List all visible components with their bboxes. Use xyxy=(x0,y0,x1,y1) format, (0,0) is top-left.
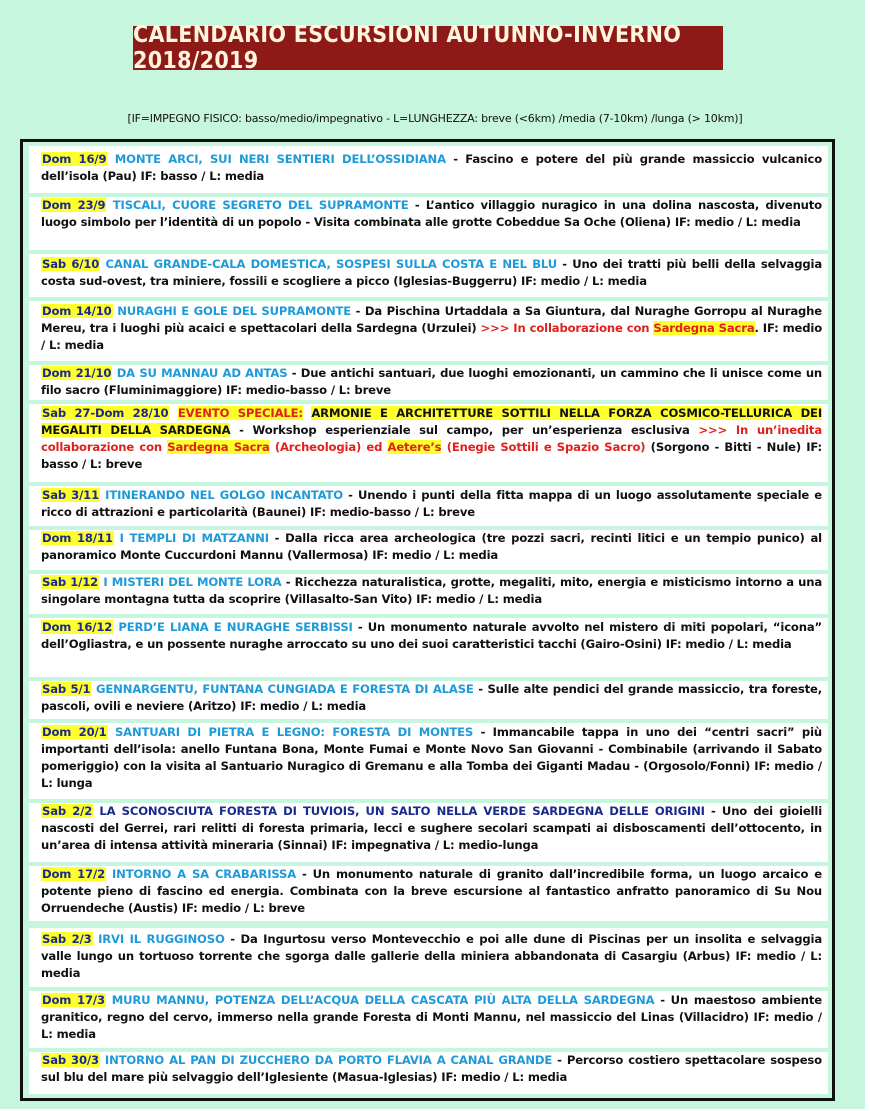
entry-description: - Workshop esperienziale sul campo, per un’esperienza esclusiva xyxy=(230,423,690,437)
entry-date: Dom 21/10 xyxy=(42,366,112,380)
collaboration-note: >>> In un’inedita collaborazione con xyxy=(41,423,822,454)
list-item xyxy=(41,681,822,715)
entry-date: Dom 14/10 xyxy=(42,304,112,318)
list-item xyxy=(41,487,822,521)
entry-description: - Due antichi santuari, due luoghi emozionanti, un cammino che li unisce come un filo sacro (Fluminimaggiore) IF: medio-basso / L: breve xyxy=(41,366,823,397)
partner-name: Sardegna Sacra xyxy=(167,440,270,454)
entry-description: - Uno dei tratti più belli della selvaggia costa sud-ovest, tra miniere, fossili e scogliere a picco (Iglesias-Buggerru) IF: medio / L: media xyxy=(41,257,823,288)
list-item xyxy=(41,303,822,354)
entry-name: INTORNO AL PAN DI ZUCCHERO DA PORTO FLAVIA A CANAL GRANDE xyxy=(104,1053,553,1067)
list-item xyxy=(41,197,822,231)
entry-date: Sab 5/1 xyxy=(42,682,91,696)
entry-description: - Un maestoso ambiente granitico, regno del cervo, immerso nella grande Foresta di Monti Mannu, nel massiccio del Linas (Villacidro) IF: medio / L: media xyxy=(41,993,822,1041)
entry-name: DA SU MANNAU AD ANTAS xyxy=(116,366,288,380)
list-item xyxy=(41,151,822,185)
list-item xyxy=(41,1052,822,1086)
entry-name: NURAGHI E GOLE DEL SUPRAMONTE xyxy=(117,304,352,318)
entry-name: TISCALI, CUORE SEGRETO DEL SUPRAMONTE xyxy=(112,198,409,212)
partner-name: Aetere’s xyxy=(387,440,442,454)
entry-description: - Sulle alte pendici del grande massiccio, tra foreste, pascoli, ovili e neviere (Aritzo) IF: medio / L: media xyxy=(41,682,823,713)
list-item xyxy=(41,931,822,982)
entry-description: - L’antico villaggio nuragico in una dolina nascosta, divenuto luogo simbolo per l’identità di un popolo - Visita combinata alle grotte Cobeddue Sa Oche (Oliena) IF: medio / L: media xyxy=(41,198,822,229)
entry-name: IRVI IL RUGGINOSO xyxy=(98,932,225,946)
entry-name: I MISTERI DEL MONTE LORA xyxy=(103,575,282,589)
entry-name: ITINERANDO NEL GOLGO INCANTATO xyxy=(105,488,344,502)
entry-date: Sab 6/10 xyxy=(42,257,100,271)
partner-name: Sardegna Sacra xyxy=(653,321,755,335)
entry-name: LA SCONOSCIUTA FORESTA DI TUVIOIS, UN SALTO NELLA VERDE SARDEGNA DELLE ORIGINI xyxy=(99,804,705,818)
partner-note: (Enegie Sottili e Spazio Sacro) xyxy=(446,440,646,454)
entry-date: Dom 17/2 xyxy=(42,867,106,881)
entry-description: - Un monumento naturale avvolto nel mistero di miti popolari, “icona” dell’Ogliastra, e un possente nuraghe arroccato su uno dei suoi caratteristici tacchi (Gairo-Osini) IF: medio / L: media xyxy=(41,620,822,651)
list-item xyxy=(41,256,822,290)
entry-description: - Ricchezza naturalistica, grotte, megaliti, mito, energia e misticismo intorno a una singolare montagna tutta da scoprire (Villasalto-San Vito) IF: medio / L: media xyxy=(41,575,823,606)
partner-note: (Archeologia) ed xyxy=(274,440,383,454)
list-item xyxy=(41,866,822,917)
entry-description: - Un monumento naturale di granito dall’incredibile forma, un luogo arcaico e potente pieno di fascino ed energia. Combinata con la breve escursione al fantastico anfratto panoramico di Su Nou Orruendeche (Austis) IF: medio / L: breve xyxy=(41,867,822,915)
entry-date: Dom 20/1 xyxy=(42,725,107,739)
entry-date: Dom 23/9 xyxy=(42,198,106,212)
list-item xyxy=(41,619,822,653)
entry-date: Dom 16/9 xyxy=(42,152,107,166)
list-item xyxy=(41,530,822,564)
entry-description: - Unendo i punti della fitta mappa di un luogo assolutamente speciale e ricco di attrazioni e particolarità (Baunei) IF: medio-basso / L: breve xyxy=(41,488,822,519)
entry-description-tail: . IF: medio / L: media xyxy=(41,321,823,352)
entry-description: - Percorso costiero spettacolare sospeso sul blu del mare più selvaggio dell’Iglesiente (Masua-Iglesias) IF: medio / L: media xyxy=(41,1053,822,1084)
page-title: CALENDARIO ESCURSIONI AUTUNNO-INVERNO 2018/2019 xyxy=(133,26,723,70)
entry-date: Sab 1/12 xyxy=(42,575,99,589)
entry-description: - Dalla ricca area archeologica (tre pozzi sacri, recinti litici e un tempio punico) al panoramico Monte Cuccurdoni Mannu (Vallermosa) IF: medio / L: media xyxy=(41,531,823,562)
list-item xyxy=(41,405,822,473)
entry-description: - Fascino e potere del più grande massiccio vulcanico dell’isola (Pau) IF: basso / L: media xyxy=(41,152,823,183)
entry-date: Dom 18/11 xyxy=(42,531,113,545)
entry-name: PERD’E LIANA E NURAGHE SERBISSI xyxy=(118,620,353,634)
entry-description: - Da Ingurtosu verso Montevecchio e poi alle dune di Piscinas per un insolita e selvaggia valle lungo un tortuoso torrente che sgorga dalle gallerie della miniera abbandonata di Casargiu (Arbus) IF: medio / L: media xyxy=(41,932,822,980)
entry-description: - Immancabile tappa in uno dei “centri sacri” più importanti dell’isola: anello Funtana Bona, Monte Fumai e Monte Novo San Giovanni - Combinabile (arrivando il Sabato pomeriggio) con la visita al Santuario Nuragico di Gremanu e alla Tomba dei Giganti Madau - (Orgosolo/Fonni) IF: medio / L: lunga xyxy=(41,725,823,790)
entry-name: MURU MANNU, POTENZA DELL’ACQUA DELLA CASCATA PIÙ ALTA DELLA SARDEGNA xyxy=(111,993,655,1007)
entry-date: Dom 17/3 xyxy=(42,993,105,1007)
entry-name: INTORNO A SA CRABARISSA xyxy=(112,867,297,881)
entry-description: - Uno dei gioielli nascosti del Gerrei, rari relitti di foresta primaria, lecci e sughere secolari scampati ai disboscamenti dell’ottocento, in un’area di intensa attività mineraria (Sinnai) IF: impegnativa / L: medio-lunga xyxy=(41,804,823,852)
entry-date: Sab 3/11 xyxy=(42,488,100,502)
list-item xyxy=(41,365,822,399)
entry-name: ARMONIE E ARCHITETTURE SOTTILI NELLA FORZA COSMICO-TELLURICA DEI MEGALITI DELLA SARDEGNA xyxy=(41,406,822,437)
entry-date: Sab 30/3 xyxy=(42,1053,99,1067)
entry-name: GENNARGENTU, FUNTANA CUNGIADA E FORESTA DI ALASE xyxy=(96,682,474,696)
special-event-badge: EVENTO SPECIALE: xyxy=(177,406,303,420)
entry-name: I TEMPLI DI MATZANNI xyxy=(119,531,269,545)
entry-date: Sab 27-Dom 28/10 xyxy=(42,406,169,420)
entry-name: SANTUARI DI PIETRA E LEGNO: FORESTA DI MONTES xyxy=(114,725,474,739)
entry-description-tail: (Sorgono - Bitti - Nule) IF: basso / L: breve xyxy=(41,440,823,471)
list-item xyxy=(41,574,822,608)
entry-date: Dom 16/12 xyxy=(42,620,113,634)
list-item xyxy=(41,724,822,792)
legend: [IF=IMPEGNO FISICO: basso/medio/impegnativo - L=LUNGHEZZA: breve (<6km) /media (7-10km) /lunga (> 10km)] xyxy=(127,112,743,125)
list-item xyxy=(41,803,822,854)
entry-description: - Da Pischina Urtaddala a Sa Giuntura, dal Nuraghe Gorropu al Nuraghe Mereu, tra i luoghi più acaici e spettacolari della Sardegna (Urzulei) xyxy=(41,304,822,335)
entry-date: Sab 2/3 xyxy=(42,932,92,946)
entry-name: MONTE ARCI, SUI NERI SENTIERI DELL’OSSIDIANA xyxy=(114,152,446,166)
entry-name: CANAL GRANDE-CALA DOMESTICA, SOSPESI SULLA COSTA E NEL BLU xyxy=(105,257,557,271)
list-item xyxy=(41,992,822,1043)
entry-date: Sab 2/2 xyxy=(42,804,93,818)
collaboration-note: >>> In collaborazione con xyxy=(480,321,650,335)
